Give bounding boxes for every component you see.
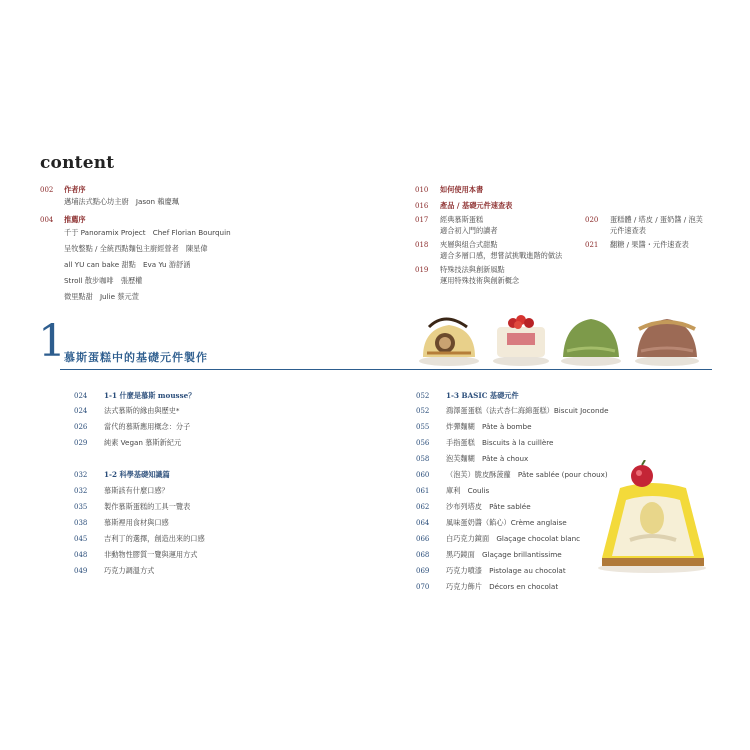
toc-page-number: 029 — [74, 439, 88, 447]
toc-entry[interactable]: 當代的慕斯應用概念：分子 — [104, 422, 191, 431]
toc-line: 適合多層口感，想嘗試挑戰進階的做法 — [440, 251, 563, 260]
toc-entry[interactable]: 風味蛋奶醬（餡心）Crème anglaise — [446, 518, 567, 527]
toc-line: 運用特殊技術與創新概念 — [440, 276, 520, 285]
featured-cake-image — [590, 460, 720, 575]
toc-page-number: 069 — [416, 567, 430, 575]
toc-page-number: 032 — [74, 487, 88, 495]
toc-page-number: 038 — [74, 519, 88, 527]
toc-entry[interactable]: 非動物性膠質一覽與運用方式 — [104, 550, 198, 559]
toc-line: all YU can bake 甜點 Eva Yu 游舒涵 — [64, 260, 191, 269]
cake-chocolate-image — [635, 319, 699, 366]
toc-heading[interactable]: 產品 / 基礎元件速查表 — [440, 201, 513, 210]
toc-page-number: 002 — [40, 186, 54, 194]
toc-page-number: 048 — [74, 551, 88, 559]
toc-page-number: 068 — [416, 551, 430, 559]
toc-page-number: 024 — [74, 392, 88, 400]
chapter-number: 1 — [38, 316, 66, 367]
toc-line: 微里點甜 Julie 蔡元萱 — [64, 292, 139, 301]
toc-page-number: 052 — [416, 392, 430, 400]
chapter-divider — [60, 369, 712, 370]
toc-page-number: 021 — [585, 241, 599, 249]
toc-line[interactable]: 夾層與組合式甜點 — [440, 240, 498, 249]
toc-entry[interactable]: 炸彈麵糊 Pâte à bombe — [446, 422, 532, 431]
toc-page-number: 064 — [416, 519, 430, 527]
toc-page-number: 066 — [416, 535, 430, 543]
toc-page-number: 049 — [74, 567, 88, 575]
toc-entry[interactable]: 吉利丁的選擇，創造出來的口感 — [104, 534, 205, 543]
toc-section-heading[interactable]: 1-1 什麼是慕斯 mousse？ — [104, 391, 196, 400]
cake-matcha-image — [561, 319, 621, 366]
toc-page-number: 045 — [74, 535, 88, 543]
toc-page-number: 062 — [416, 503, 430, 511]
toc-entry[interactable]: 巧克力噴漆 Pistolage au chocolat — [446, 566, 566, 575]
toc-entry[interactable]: 純素 Vegan 慕斯新紀元 — [104, 438, 182, 447]
toc-page-number: 070 — [416, 583, 430, 591]
toc-page-number: 056 — [416, 439, 430, 447]
toc-page-number: 004 — [40, 216, 54, 224]
toc-heading[interactable]: 如何使用本書 — [440, 185, 484, 194]
toc-heading[interactable]: 推薦序 — [64, 215, 86, 224]
cake-roll-image — [419, 319, 479, 366]
toc-page-number: 020 — [585, 216, 599, 224]
toc-entry[interactable]: 法式慕斯的緣由與歷史* — [104, 406, 180, 415]
toc-page-number: 017 — [415, 216, 429, 224]
toc-line[interactable]: 經典慕斯蛋糕 — [440, 215, 484, 224]
toc-heading[interactable]: 作者序 — [64, 185, 86, 194]
toc-entry[interactable]: 慕斯裡用食材與口感 — [104, 518, 169, 527]
toc-line[interactable]: 蛋糕體 / 塔皮 / 蛋奶醬 / 泡芙 — [610, 215, 703, 224]
toc-page-number: 024 — [74, 407, 88, 415]
toc-page-number: 035 — [74, 503, 88, 511]
cake-strawberry-image — [493, 315, 549, 366]
mousse-cakes-image — [415, 305, 715, 367]
toc-page-number: 060 — [416, 471, 430, 479]
toc-line: 適合初入門的讀者 — [440, 226, 498, 235]
toc-line: 千于 Panoramix Project Chef Florian Bourquin — [64, 228, 231, 237]
toc-line: Stroll 散步咖啡 張歷權 — [64, 276, 143, 285]
toc-entry[interactable]: 庫利 Coulis — [446, 486, 490, 495]
toc-entry[interactable]: 手指蛋糕 Biscuits à la cuillère — [446, 438, 554, 447]
toc-entry[interactable]: 泡芙麵糊 Pâte à choux — [446, 454, 529, 463]
toc-entry[interactable]: 巧克力飾片 Décors en chocolat — [446, 582, 559, 591]
toc-page-number: 055 — [416, 423, 430, 431]
toc-entry[interactable]: 慕斯該有什麼口感？ — [104, 486, 169, 495]
toc-page-number: 058 — [416, 455, 430, 463]
toc-entry[interactable]: 黑巧鏡面 Glaçage brillantissime — [446, 550, 562, 559]
toc-entry[interactable]: 製作慕斯蛋糕的工具一覽表 — [104, 502, 191, 511]
toc-line[interactable]: 翻糖 / 果醬・元件速查表 — [610, 240, 689, 249]
toc-entry[interactable]: 白巧克力鏡面 Glaçage chocolat blanc — [446, 534, 581, 543]
toc-entry[interactable]: 鴻澤蛋蛋糕（法式杏仁海綿蛋糕）Biscuit Joconde — [446, 406, 609, 415]
toc-line: 元件速查表 — [610, 226, 646, 235]
toc-page-number: 016 — [415, 202, 429, 210]
toc-section-heading[interactable]: 1-3 BASIC 基礎元件 — [446, 391, 519, 400]
toc-entry[interactable]: 巧克力調溫方式 — [104, 566, 155, 575]
page-title: content — [40, 153, 115, 173]
toc-page-number: 026 — [74, 423, 88, 431]
toc-page-number: 018 — [415, 241, 429, 249]
toc-entry[interactable]: （泡芙）脆皮酥菠蘿 Pâte sablée (pour choux) — [446, 470, 608, 479]
toc-page-number: 010 — [415, 186, 429, 194]
toc-page-number: 052 — [416, 407, 430, 415]
toc-page-number: 061 — [416, 487, 430, 495]
toc-line[interactable]: 特殊技法與創新風點 — [440, 265, 505, 274]
toc-page-number: 032 — [74, 471, 88, 479]
toc-line: 呈牧整點 / 全統西點麵包主廚經營者 陳星偉 — [64, 244, 208, 253]
toc-entry[interactable]: 沙布列塔皮 Pâte sablée — [446, 502, 531, 511]
toc-section-heading[interactable]: 1-2 科學基礎知識篇 — [104, 470, 170, 479]
chapter-title[interactable]: 慕斯蛋糕中的基礎元件製作 — [64, 351, 208, 364]
toc-line: 邁埔法式點心坊主廚 Jason 賴慶珮 — [64, 197, 179, 206]
toc-page-number: 019 — [415, 266, 429, 274]
